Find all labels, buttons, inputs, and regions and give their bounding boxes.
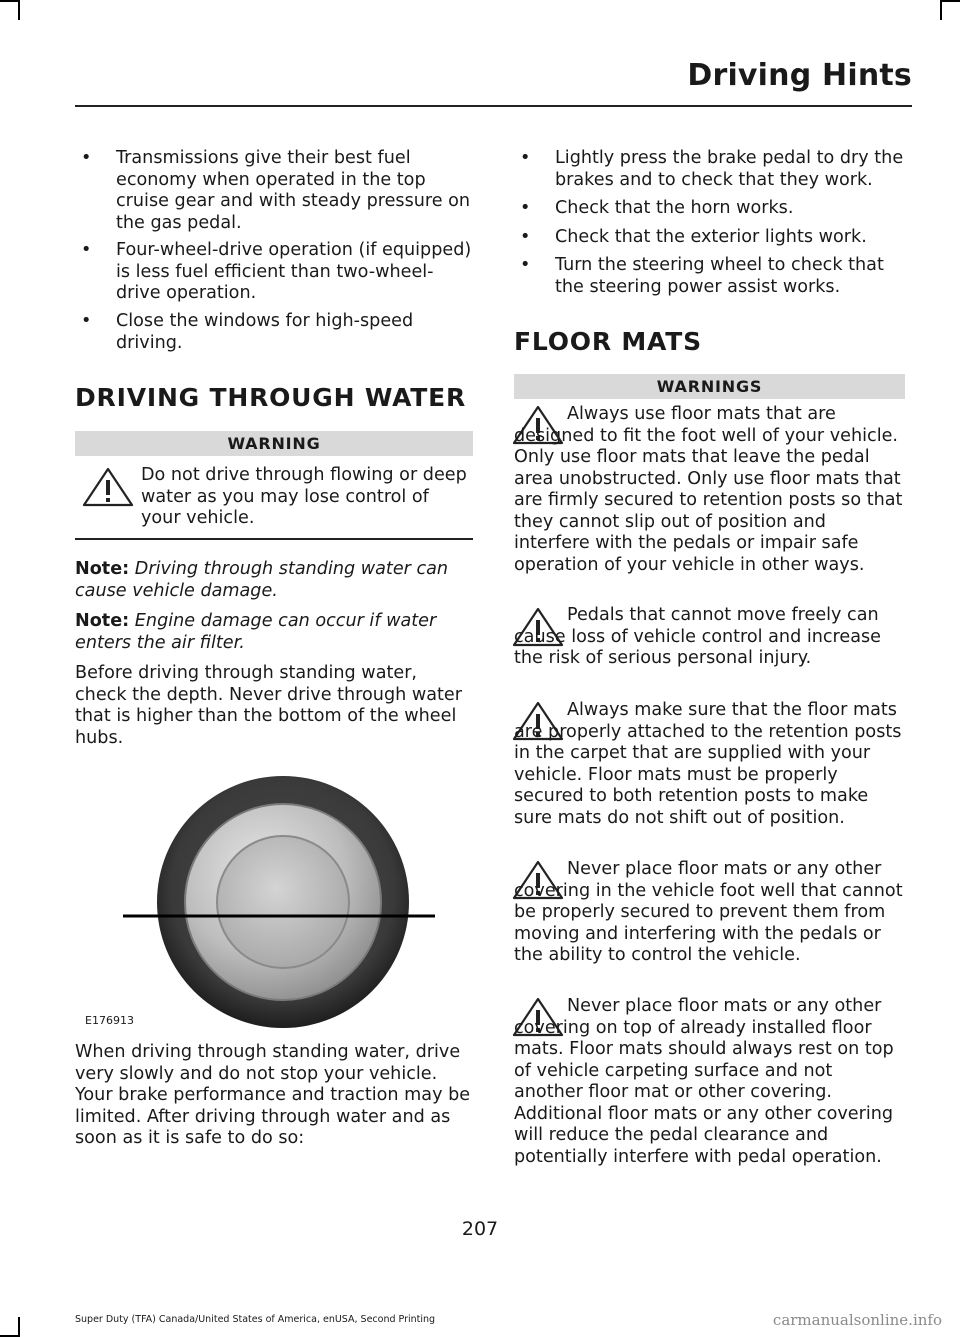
crop-mark xyxy=(940,0,942,20)
footer-text: Super Duty (TFA) Canada/United States of America, enUSA, Second Printing xyxy=(75,1314,436,1325)
crop-mark xyxy=(940,0,960,2)
warning-bar: WARNING xyxy=(75,431,473,456)
paragraph: When driving through standing water, drive very slowly and do not stop your vehicle. Your brake performance and traction may be limited. After driving through water and as soon as it is safe to do so: xyxy=(75,1042,471,1148)
wheel-water-depth-figure xyxy=(75,772,473,1032)
warning-text: Never place floor mats or any other covering on top of already installed floor mats. Floor mats should always rest on top of vehicle carpeting surface and not another floor mat or other covering. Additional floor mats or any other covering will reduce the pedal clearance and potentially interfere with pedal operation. xyxy=(514,996,894,1167)
crop-mark xyxy=(18,0,20,20)
list-item: • Four-wheel-drive operation (if equipped) is less fuel efficient than two-wheel-drive operation. xyxy=(81,240,472,303)
page-title: Driving Hints xyxy=(687,58,912,93)
warning-text: Always use floor mats that are designed to fit the foot well of your vehicle. Only use floor mats that leave the pedal area unobstructed. Only use floor mats that are firmly secured to retention posts so that they cannot slip out of position and interfere with the pedals or impair safe operation of your vehicle in other ways. xyxy=(514,404,903,575)
warning-text: Pedals that cannot move freely can cause loss of vehicle control and increase the risk of serious personal injury. xyxy=(514,605,881,668)
warning-text: Never place floor mats or any other covering in the vehicle foot well that cannot be properly secured to prevent them from moving and interfering with the pedals or the ability to control the vehicle. xyxy=(514,859,903,965)
watermark: carmanualsonline.info xyxy=(772,1311,942,1329)
warning-triangle-icon xyxy=(82,467,134,507)
hub-shape xyxy=(217,836,349,968)
warning-end-rule xyxy=(75,538,473,540)
list-item: • Close the windows for high-speed driving. xyxy=(81,311,414,353)
warning-text: Do not drive through flowing or deep water as you may lose control of your vehicle. xyxy=(141,465,467,528)
warning-bar: WARNINGS xyxy=(514,374,905,399)
list-item: • Check that the horn works. xyxy=(520,198,794,218)
page-number: 207 xyxy=(461,1218,499,1240)
note: Note: Driving through standing water can cause vehicle damage. xyxy=(75,559,449,601)
warning-text: Always make sure that the floor mats are properly attached to the retention posts in the carpet that are supplied with your vehicle. Floor mats must be properly secured to both retention posts to make sure mats do not shift out of position. xyxy=(514,700,902,828)
list-item: • Transmissions give their best fuel economy when operated in the top cruise gear and with steady pressure on the gas pedal. xyxy=(81,148,471,233)
crop-mark xyxy=(0,0,20,2)
list-item: • Check that the exterior lights work. xyxy=(520,227,867,247)
section-heading: DRIVING THROUGH WATER xyxy=(75,383,467,412)
list-item: • Turn the steering wheel to check that the steering power assist works. xyxy=(520,255,884,297)
note: Note: Engine damage can occur if water enters the air filter. xyxy=(75,611,437,653)
section-heading: FLOOR MATS xyxy=(514,327,702,356)
list-item: • Lightly press the brake pedal to dry the brakes and to check that they work. xyxy=(520,148,904,190)
header-rule xyxy=(75,105,912,107)
paragraph: Before driving through standing water, check the depth. Never drive through water that is higher than the bottom of the wheel hubs. xyxy=(75,663,462,748)
crop-mark xyxy=(18,1317,20,1337)
figure-code: E176913 xyxy=(85,1014,134,1027)
